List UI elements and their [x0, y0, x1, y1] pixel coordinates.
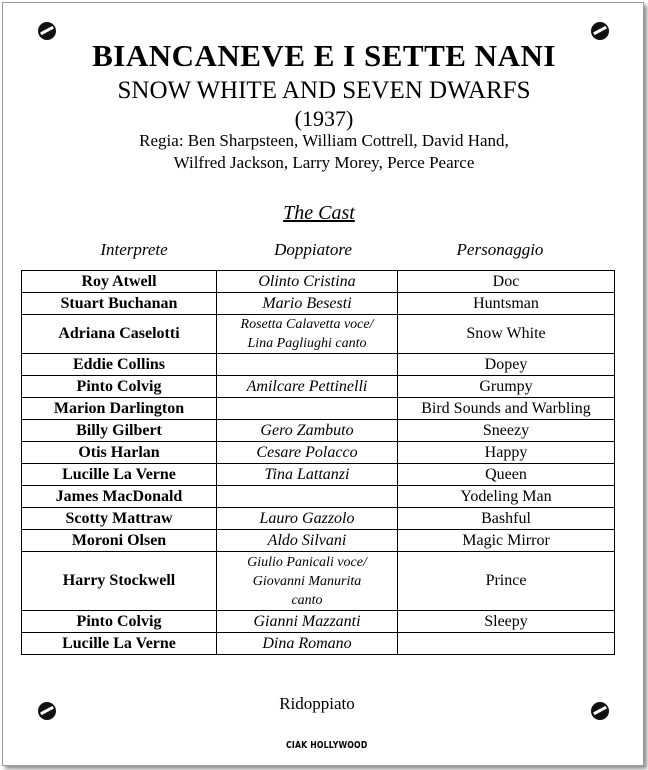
column-header-dubber: Doppiatore — [274, 240, 352, 259]
table-row — [22, 633, 615, 655]
redub-note: Ridoppiato — [279, 694, 355, 713]
table-row — [22, 486, 615, 508]
dubber-cell — [217, 315, 398, 354]
actor-cell: Lucille La Verne — [22, 464, 217, 486]
actor-cell: James MacDonald — [22, 486, 217, 508]
actor-cell: Billy Gilbert — [22, 420, 217, 442]
table-row — [22, 315, 615, 354]
director-line-2: Wilfred Jackson, Larry Morey, Perce Pearce — [173, 153, 475, 172]
dubber-cell: Gero Zambuto — [217, 420, 398, 442]
character-cell — [398, 633, 615, 655]
actor-cell: Adriana Caselotti — [22, 315, 217, 354]
dubber-cell: Cesare Polacco — [217, 442, 398, 464]
actor-cell: Stuart Buchanan — [22, 293, 217, 315]
character-cell: Prince — [398, 552, 615, 611]
column-header-character: Personaggio — [456, 240, 544, 259]
table-row — [22, 530, 615, 552]
character-cell: Grumpy — [398, 376, 615, 398]
ciak-hollywood-logo: CIAK HOLLYWOOD — [286, 740, 368, 751]
table-row — [22, 464, 615, 486]
dubber-cell: Gianni Mazzanti — [217, 611, 398, 633]
dubber-line: Lina Pagliughi canto — [247, 336, 367, 351]
actor-cell: Otis Harlan — [22, 442, 217, 464]
table-row — [22, 611, 615, 633]
dubber-cell: Dina Romano — [217, 633, 398, 655]
character-cell: Sleepy — [398, 611, 615, 633]
table-row — [22, 293, 615, 315]
dubber-line: canto — [291, 592, 323, 608]
dubber-cell — [217, 398, 398, 420]
character-cell: Magic Mirror — [398, 530, 615, 552]
actor-cell: Pinto Colvig — [22, 376, 217, 398]
table-row — [22, 508, 615, 530]
dubber-cell: Tina Lattanzi — [217, 464, 398, 486]
release-year: (1937) — [294, 106, 354, 131]
dubber-line: Giovanni Manurita — [252, 573, 362, 589]
table-row — [22, 398, 615, 420]
cast-heading: The Cast — [283, 202, 355, 224]
dubber-cell: Olinto Cristina — [217, 271, 398, 293]
dubber-cell: Amilcare Pettinelli — [217, 376, 398, 398]
character-cell: Doc — [398, 271, 615, 293]
character-cell: Huntsman — [398, 293, 615, 315]
table-row — [22, 376, 615, 398]
character-cell: Snow White — [398, 315, 615, 354]
actor-cell: Moroni Olsen — [22, 530, 217, 552]
actor-cell: Roy Atwell — [22, 271, 217, 293]
director-line-1: Regia: Ben Sharpsteen, William Cottrell, David Hand, — [139, 131, 509, 150]
dubber-cell: Lauro Gazzolo — [217, 508, 398, 530]
character-cell: Dopey — [398, 354, 615, 376]
actor-cell: Marion Darlington — [22, 398, 217, 420]
dubber-cell — [217, 354, 398, 376]
character-cell: Happy — [398, 442, 615, 464]
actor-cell: Eddie Collins — [22, 354, 217, 376]
dubber-line: Giulio Panicali voce/ — [247, 554, 367, 570]
character-cell: Yodeling Man — [398, 486, 615, 508]
actor-cell: Pinto Colvig — [22, 611, 217, 633]
dubber-line: Rosetta Calavetta voce/ — [240, 317, 374, 332]
cast-table — [21, 270, 615, 655]
column-header-actor: Interprete — [100, 240, 168, 259]
title-italian: BIANCANEVE E I SETTE NANI — [92, 38, 556, 73]
actor-cell: Lucille La Verne — [22, 633, 217, 655]
dubber-cell: Aldo Silvani — [217, 530, 398, 552]
character-cell: Bashful — [398, 508, 615, 530]
table-row — [22, 552, 615, 611]
character-cell: Sneezy — [398, 420, 615, 442]
dubber-cell: Mario Besesti — [217, 293, 398, 315]
character-cell: Bird Sounds and Warbling — [398, 398, 615, 420]
table-row — [22, 420, 615, 442]
table-row — [22, 354, 615, 376]
table-row — [22, 271, 615, 293]
actor-cell: Scotty Mattraw — [22, 508, 217, 530]
character-cell: Queen — [398, 464, 615, 486]
dubber-cell — [217, 486, 398, 508]
dubber-cell — [217, 552, 398, 611]
title-english: SNOW WHITE AND SEVEN DWARFS — [117, 77, 531, 104]
table-row — [22, 442, 615, 464]
actor-cell: Harry Stockwell — [22, 552, 217, 611]
